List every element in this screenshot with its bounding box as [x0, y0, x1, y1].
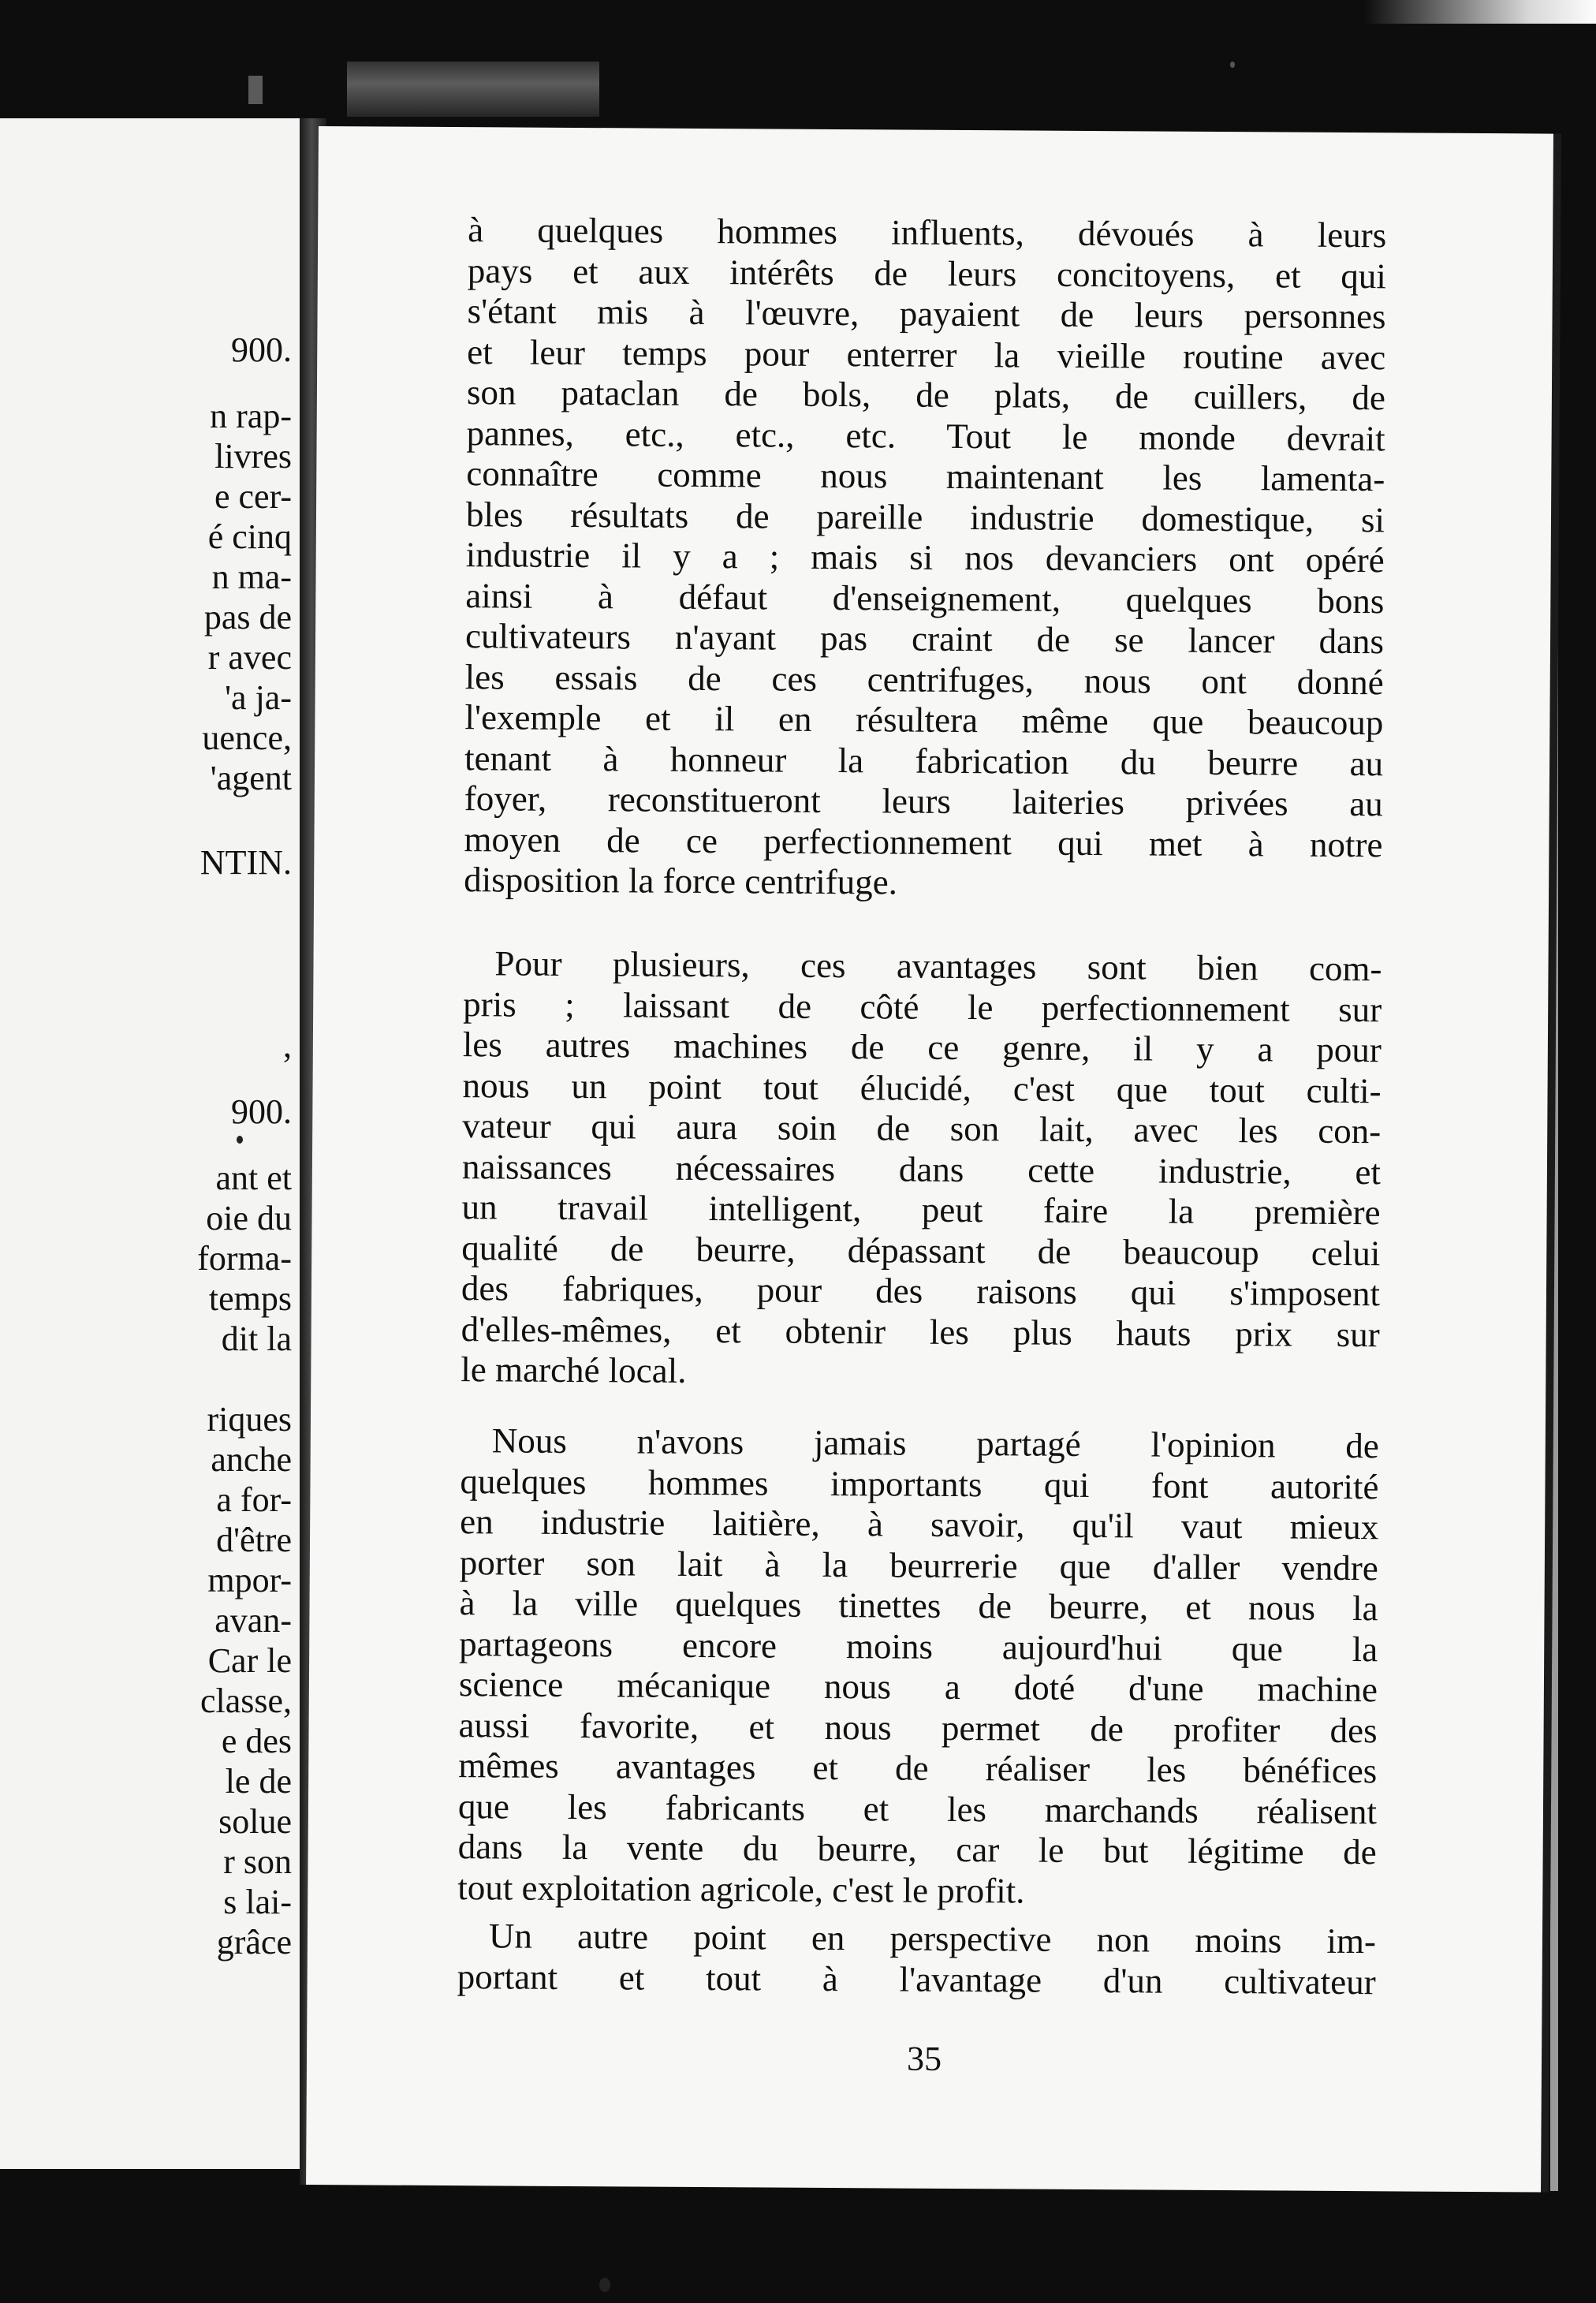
text-line: pris ; laissant de côté le perfectionnement sur: [463, 984, 1382, 1029]
left-page-line: mpor-: [207, 1561, 292, 1599]
left-page-line: uence,: [202, 719, 292, 757]
text-line: l'exemple et il en résultera même que beaucoup: [464, 697, 1384, 743]
scan-corner-glare: [1364, 0, 1596, 24]
text-line: pays et aux intérêts de leurs concitoyens, et qui: [467, 250, 1387, 296]
left-page-line: e des: [221, 1722, 292, 1760]
text-line: ainsi à défaut d'enseignement, quelques bons: [465, 575, 1385, 621]
left-page-line: oie du: [206, 1199, 292, 1237]
left-page-line: riques: [207, 1400, 292, 1439]
text-line: son pataclan de bols, de plats, de cuillers, de: [466, 372, 1386, 418]
left-page-line: 900.: [231, 330, 292, 369]
scan-speck: [237, 1136, 243, 1144]
paragraph-4: [457, 1916, 1377, 2003]
left-page-line: forma-: [197, 1239, 292, 1278]
text-line: dans la vente du beurre, car le but légitime de: [457, 1827, 1377, 1872]
text-line: et leur temps pour enterrer la vieille routine avec: [467, 331, 1386, 377]
paragraph-3: [457, 1420, 1379, 1913]
left-page-line: ant et: [215, 1159, 292, 1197]
left-page-line: anche: [211, 1440, 292, 1479]
text-line: foyer, reconstitueront leurs laiteries privées au: [464, 778, 1383, 824]
left-page-line: dit la: [221, 1319, 292, 1358]
text-line: pannes, etc., etc., etc. Tout le monde devrait: [466, 412, 1385, 458]
left-page-line: d'être: [216, 1521, 292, 1559]
text-line: Nous n'avons jamais partagé l'opinion de: [491, 1420, 1379, 1466]
text-line: à quelques hommes influents, dévoués à leurs: [468, 210, 1387, 256]
scanner-mark: [248, 76, 263, 104]
text-line: que les fabricants et les marchands réalisent: [457, 1786, 1378, 1831]
text-line: moyen de ce perfectionnement qui met à notre: [464, 819, 1383, 864]
text-line: cultivateurs n'ayant pas craint de se lancer dans: [464, 616, 1385, 662]
left-page-line: a for-: [216, 1480, 292, 1519]
text-line: Un autre point en perspective non moins im-: [488, 1916, 1377, 1961]
text-line: s'étant mis à l'œuvre, payaient de leurs personnes: [467, 291, 1386, 337]
text-line: tenant à honneur la fabrication du beurre au: [464, 737, 1384, 783]
left-page-heading: NTIN.: [200, 843, 292, 882]
text-line: en industrie laitière, à savoir, qu'il vaut mieux: [460, 1502, 1379, 1547]
left-page-line: é cinq: [207, 517, 292, 556]
text-line: qualité de beurre, dépassant de beaucoup celui: [461, 1227, 1381, 1273]
text-line: un travail intelligent, peut faire la première: [461, 1187, 1381, 1233]
left-page-line: s lai-: [223, 1883, 292, 1921]
text-line: mêmes avantages et de réaliser les bénéfices: [458, 1745, 1378, 1791]
left-page: [0, 118, 314, 2169]
text-line: tout exploitation agricole, c'est le profit.: [457, 1867, 1025, 1911]
left-page-line: avan-: [214, 1601, 292, 1640]
left-page-line: r avec: [207, 638, 292, 677]
text-line: partageons encore moins aujourd'hui que la: [459, 1623, 1378, 1669]
text-line: vateur qui aura soin de son lait, avec les con-: [462, 1106, 1382, 1152]
text-line: bles résultats de pareille industrie domestique, si: [465, 494, 1385, 539]
paragraph-2: [461, 943, 1382, 1396]
text-line: le marché local.: [461, 1349, 687, 1390]
right-page: [306, 126, 1553, 2193]
paragraph-1: [464, 210, 1386, 906]
text-line: nous un point tout élucidé, c'est que tout culti-: [462, 1065, 1382, 1110]
text-line: porter son lait à la beurrerie que d'aller vendre: [459, 1542, 1379, 1588]
left-page-line: n ma-: [211, 558, 292, 596]
text-line: aussi favorite, et nous permet de profiter des: [458, 1704, 1378, 1750]
page-number: 35: [906, 2039, 942, 2078]
text-line: disposition la force centrifuge.: [464, 860, 898, 902]
scanner-top-strip: [347, 62, 599, 117]
left-page-line: classe,: [200, 1682, 292, 1720]
left-page-line: temps: [208, 1279, 292, 1318]
left-page-line: ,: [283, 1026, 292, 1065]
text-line: Pour plusieurs, ces avantages sont bien com-: [494, 943, 1382, 989]
left-page-line: r son: [223, 1842, 292, 1881]
text-line: à la ville quelques tinettes de beurre, et nous la: [459, 1583, 1378, 1629]
text-line: quelques hommes importants qui font autorité: [460, 1461, 1379, 1506]
text-line: industrie il y a ; mais si nos devanciers ont opéré: [465, 535, 1385, 580]
text-line: connaître comme nous maintenant les lamenta-: [466, 454, 1385, 499]
text-line: portant et tout à l'avantage d'un cultivateur: [457, 1956, 1376, 2002]
left-page-line: e cer-: [214, 477, 292, 516]
left-page-line: grâce: [216, 1923, 292, 1961]
text-line: des fabriques, pour des raisons qui s'imposent: [461, 1268, 1381, 1314]
left-page-line: n rap-: [210, 397, 292, 435]
text-line: naissances nécessaires dans cette industrie, et: [461, 1146, 1382, 1192]
scan-speck: [1230, 62, 1235, 68]
left-page-line: 'agent: [210, 759, 292, 797]
text-line: science mécanique nous a doté d'une machine: [458, 1664, 1378, 1710]
left-page-line: pas de: [203, 598, 292, 636]
left-page-line: Car le: [207, 1641, 292, 1680]
left-page-line: solue: [218, 1802, 292, 1841]
text-line: d'elles-mêmes, et obtenir les plus hauts prix sur: [461, 1308, 1380, 1354]
scan-speck: [599, 2278, 610, 2292]
left-page-line: 900.: [231, 1092, 292, 1131]
text-line: les autres machines de ce genre, il y a pour: [462, 1025, 1382, 1070]
left-page-line: livres: [214, 437, 292, 476]
left-page-line: le de: [225, 1762, 292, 1801]
text-line: les essais de ces centrifuges, nous ont donné: [464, 656, 1384, 702]
left-page-line: 'a ja-: [225, 678, 292, 717]
